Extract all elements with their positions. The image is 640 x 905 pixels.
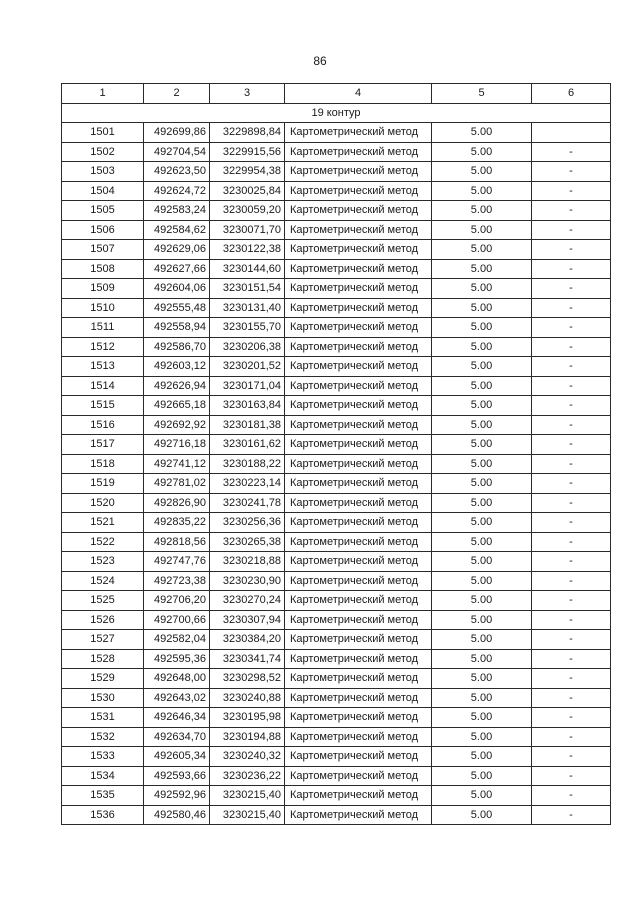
point-number-cell: 1501 [62,123,144,143]
accuracy-cell: 5.00 [432,747,532,767]
accuracy-cell: 5.00 [432,435,532,455]
accuracy-cell: 5.00 [432,220,532,240]
note-cell: - [532,357,611,377]
point-number-cell: 1536 [62,805,144,825]
y-coordinate-cell: 3230230,90 [210,571,285,591]
table-row [62,123,611,143]
accuracy-cell: 5.00 [432,513,532,533]
x-coordinate-cell: 492595,36 [144,649,210,669]
y-coordinate-cell: 3230341,74 [210,649,285,669]
x-coordinate-cell: 492593,66 [144,766,210,786]
table-row [62,337,611,357]
table-row [62,727,611,747]
point-number-cell: 1528 [62,649,144,669]
y-coordinate-cell: 3230161,62 [210,435,285,455]
x-coordinate-cell: 492648,00 [144,669,210,689]
x-coordinate-cell: 492555,48 [144,298,210,318]
point-number-cell: 1535 [62,786,144,806]
note-cell: - [532,435,611,455]
note-cell: - [532,571,611,591]
note-cell [532,123,611,143]
x-coordinate-cell: 492699,86 [144,123,210,143]
group-row [62,103,611,123]
table-row [62,513,611,533]
point-number-cell: 1526 [62,610,144,630]
point-number-cell: 1524 [62,571,144,591]
x-coordinate-cell: 492692,92 [144,415,210,435]
accuracy-cell: 5.00 [432,396,532,416]
note-cell: - [532,415,611,435]
point-number-cell: 1512 [62,337,144,357]
point-number-cell: 1527 [62,630,144,650]
y-coordinate-cell: 3230241,78 [210,493,285,513]
note-cell: - [532,532,611,552]
point-number-cell: 1533 [62,747,144,767]
point-number-cell: 1516 [62,415,144,435]
x-coordinate-cell: 492781,02 [144,474,210,494]
method-cell: Картометрический метод [285,298,432,318]
table-header-row [62,84,611,104]
point-number-cell: 1518 [62,454,144,474]
method-cell: Картометрический метод [285,396,432,416]
note-cell: - [532,610,611,630]
point-number-cell: 1515 [62,396,144,416]
table-row [62,805,611,825]
method-cell: Картометрический метод [285,220,432,240]
table-row [62,571,611,591]
accuracy-cell: 5.00 [432,259,532,279]
method-cell: Картометрический метод [285,142,432,162]
table-row [62,298,611,318]
table-row [62,357,611,377]
method-cell: Картометрический метод [285,474,432,494]
point-number-cell: 1517 [62,435,144,455]
accuracy-cell: 5.00 [432,181,532,201]
point-number-cell: 1519 [62,474,144,494]
note-cell: - [532,786,611,806]
point-number-cell: 1502 [62,142,144,162]
x-coordinate-cell: 492646,34 [144,708,210,728]
method-cell: Картометрический метод [285,415,432,435]
x-coordinate-cell: 492592,96 [144,786,210,806]
table-row [62,396,611,416]
table-row [62,279,611,299]
y-coordinate-cell: 3230256,36 [210,513,285,533]
accuracy-cell: 5.00 [432,298,532,318]
table-row [62,552,611,572]
note-cell: - [532,708,611,728]
point-number-cell: 1534 [62,766,144,786]
method-cell: Картометрический метод [285,337,432,357]
y-coordinate-cell: 3230265,38 [210,532,285,552]
x-coordinate-cell: 492741,12 [144,454,210,474]
note-cell: - [532,591,611,611]
point-number-cell: 1503 [62,162,144,182]
accuracy-cell: 5.00 [432,357,532,377]
note-cell: - [532,688,611,708]
method-cell: Картометрический метод [285,162,432,182]
table-row [62,493,611,513]
x-coordinate-cell: 492835,22 [144,513,210,533]
x-coordinate-cell: 492665,18 [144,396,210,416]
accuracy-cell: 5.00 [432,805,532,825]
accuracy-cell: 5.00 [432,727,532,747]
point-number-cell: 1505 [62,201,144,221]
note-cell: - [532,493,611,513]
table-row [62,220,611,240]
accuracy-cell: 5.00 [432,318,532,338]
x-coordinate-cell: 492629,06 [144,240,210,260]
point-number-cell: 1523 [62,552,144,572]
note-cell: - [532,220,611,240]
note-cell: - [532,279,611,299]
y-coordinate-cell: 3230218,88 [210,552,285,572]
table-row [62,766,611,786]
note-cell: - [532,298,611,318]
y-coordinate-cell: 3230071,70 [210,220,285,240]
method-cell: Картометрический метод [285,630,432,650]
point-number-cell: 1513 [62,357,144,377]
x-coordinate-cell: 492584,62 [144,220,210,240]
accuracy-cell: 5.00 [432,337,532,357]
table-row [62,786,611,806]
y-coordinate-cell: 3230223,14 [210,474,285,494]
point-number-cell: 1506 [62,220,144,240]
y-coordinate-cell: 3230307,94 [210,610,285,630]
method-cell: Картометрический метод [285,747,432,767]
table-row [62,435,611,455]
method-cell: Картометрический метод [285,708,432,728]
table-row [62,454,611,474]
y-coordinate-cell: 3230215,40 [210,805,285,825]
point-number-cell: 1504 [62,181,144,201]
table-row [62,201,611,221]
accuracy-cell: 5.00 [432,766,532,786]
column-header: 1 [62,84,144,104]
accuracy-cell: 5.00 [432,630,532,650]
method-cell: Картометрический метод [285,123,432,143]
method-cell: Картометрический метод [285,279,432,299]
y-coordinate-cell: 3230194,88 [210,727,285,747]
accuracy-cell: 5.00 [432,708,532,728]
note-cell: - [532,727,611,747]
group-label: 19 контур [62,103,611,123]
column-header: 5 [432,84,532,104]
note-cell: - [532,669,611,689]
y-coordinate-cell: 3230059,20 [210,201,285,221]
point-number-cell: 1510 [62,298,144,318]
table-row [62,591,611,611]
y-coordinate-cell: 3230240,88 [210,688,285,708]
point-number-cell: 1520 [62,493,144,513]
method-cell: Картометрический метод [285,201,432,221]
method-cell: Картометрический метод [285,493,432,513]
table-row [62,474,611,494]
accuracy-cell: 5.00 [432,454,532,474]
point-number-cell: 1508 [62,259,144,279]
table-row [62,532,611,552]
note-cell: - [532,181,611,201]
table-row [62,415,611,435]
table-row [62,162,611,182]
note-cell: - [532,318,611,338]
y-coordinate-cell: 3230122,38 [210,240,285,260]
x-coordinate-cell: 492716,18 [144,435,210,455]
note-cell: - [532,142,611,162]
y-coordinate-cell: 3230240,32 [210,747,285,767]
y-coordinate-cell: 3230195,98 [210,708,285,728]
column-header: 2 [144,84,210,104]
y-coordinate-cell: 3230144,60 [210,259,285,279]
accuracy-cell: 5.00 [432,201,532,221]
note-cell: - [532,766,611,786]
accuracy-cell: 5.00 [432,591,532,611]
accuracy-cell: 5.00 [432,376,532,396]
note-cell: - [532,259,611,279]
method-cell: Картометрический метод [285,669,432,689]
x-coordinate-cell: 492603,12 [144,357,210,377]
x-coordinate-cell: 492634,70 [144,727,210,747]
y-coordinate-cell: 3230171,04 [210,376,285,396]
note-cell: - [532,337,611,357]
point-number-cell: 1521 [62,513,144,533]
method-cell: Картометрический метод [285,766,432,786]
accuracy-cell: 5.00 [432,552,532,572]
x-coordinate-cell: 492605,34 [144,747,210,767]
y-coordinate-cell: 3230298,52 [210,669,285,689]
accuracy-cell: 5.00 [432,786,532,806]
note-cell: - [532,454,611,474]
x-coordinate-cell: 492706,20 [144,591,210,611]
point-number-cell: 1509 [62,279,144,299]
column-header: 3 [210,84,285,104]
coordinates-table [61,83,611,825]
note-cell: - [532,552,611,572]
y-coordinate-cell: 3230188,22 [210,454,285,474]
point-number-cell: 1531 [62,708,144,728]
accuracy-cell: 5.00 [432,669,532,689]
accuracy-cell: 5.00 [432,142,532,162]
note-cell: - [532,162,611,182]
method-cell: Картометрический метод [285,376,432,396]
x-coordinate-cell: 492624,72 [144,181,210,201]
y-coordinate-cell: 3230215,40 [210,786,285,806]
note-cell: - [532,630,611,650]
method-cell: Картометрический метод [285,805,432,825]
method-cell: Картометрический метод [285,552,432,572]
table-row [62,259,611,279]
x-coordinate-cell: 492558,94 [144,318,210,338]
table-row [62,240,611,260]
method-cell: Картометрический метод [285,786,432,806]
y-coordinate-cell: 3230025,84 [210,181,285,201]
y-coordinate-cell: 3230181,38 [210,415,285,435]
note-cell: - [532,474,611,494]
method-cell: Картометрический метод [285,318,432,338]
table-row [62,747,611,767]
y-coordinate-cell: 3230384,20 [210,630,285,650]
table-row [62,688,611,708]
point-number-cell: 1532 [62,727,144,747]
x-coordinate-cell: 492623,50 [144,162,210,182]
method-cell: Картометрический метод [285,240,432,260]
accuracy-cell: 5.00 [432,162,532,182]
table-row [62,376,611,396]
method-cell: Картометрический метод [285,181,432,201]
method-cell: Картометрический метод [285,454,432,474]
y-coordinate-cell: 3230163,84 [210,396,285,416]
y-coordinate-cell: 3229898,84 [210,123,285,143]
method-cell: Картометрический метод [285,591,432,611]
table-row [62,181,611,201]
method-cell: Картометрический метод [285,259,432,279]
x-coordinate-cell: 492626,94 [144,376,210,396]
note-cell: - [532,376,611,396]
x-coordinate-cell: 492643,02 [144,688,210,708]
y-coordinate-cell: 3230151,54 [210,279,285,299]
note-cell: - [532,513,611,533]
method-cell: Картометрический метод [285,688,432,708]
accuracy-cell: 5.00 [432,493,532,513]
y-coordinate-cell: 3230201,52 [210,357,285,377]
method-cell: Картометрический метод [285,610,432,630]
point-number-cell: 1522 [62,532,144,552]
x-coordinate-cell: 492818,56 [144,532,210,552]
accuracy-cell: 5.00 [432,123,532,143]
y-coordinate-cell: 3230155,70 [210,318,285,338]
method-cell: Картометрический метод [285,435,432,455]
y-coordinate-cell: 3229954,38 [210,162,285,182]
y-coordinate-cell: 3230236,22 [210,766,285,786]
table-row [62,649,611,669]
point-number-cell: 1530 [62,688,144,708]
x-coordinate-cell: 492583,24 [144,201,210,221]
table-row [62,610,611,630]
x-coordinate-cell: 492582,04 [144,630,210,650]
x-coordinate-cell: 492604,06 [144,279,210,299]
y-coordinate-cell: 3229915,56 [210,142,285,162]
accuracy-cell: 5.00 [432,649,532,669]
table-row [62,142,611,162]
column-header: 6 [532,84,611,104]
x-coordinate-cell: 492627,66 [144,259,210,279]
y-coordinate-cell: 3230206,38 [210,337,285,357]
note-cell: - [532,805,611,825]
accuracy-cell: 5.00 [432,474,532,494]
point-number-cell: 1514 [62,376,144,396]
x-coordinate-cell: 492704,54 [144,142,210,162]
note-cell: - [532,396,611,416]
note-cell: - [532,747,611,767]
table-row [62,708,611,728]
accuracy-cell: 5.00 [432,688,532,708]
point-number-cell: 1511 [62,318,144,338]
x-coordinate-cell: 492723,38 [144,571,210,591]
accuracy-cell: 5.00 [432,571,532,591]
note-cell: - [532,649,611,669]
point-number-cell: 1525 [62,591,144,611]
x-coordinate-cell: 492586,70 [144,337,210,357]
page-number: 86 [313,54,327,68]
y-coordinate-cell: 3230270,24 [210,591,285,611]
method-cell: Картометрический метод [285,513,432,533]
accuracy-cell: 5.00 [432,240,532,260]
method-cell: Картометрический метод [285,649,432,669]
method-cell: Картометрический метод [285,727,432,747]
table-row [62,318,611,338]
point-number-cell: 1507 [62,240,144,260]
column-header: 4 [285,84,432,104]
note-cell: - [532,201,611,221]
accuracy-cell: 5.00 [432,532,532,552]
note-cell: - [532,240,611,260]
table-row [62,669,611,689]
x-coordinate-cell: 492826,90 [144,493,210,513]
method-cell: Картометрический метод [285,532,432,552]
method-cell: Картометрический метод [285,357,432,377]
x-coordinate-cell: 492747,76 [144,552,210,572]
accuracy-cell: 5.00 [432,610,532,630]
x-coordinate-cell: 492580,46 [144,805,210,825]
x-coordinate-cell: 492700,66 [144,610,210,630]
method-cell: Картометрический метод [285,571,432,591]
accuracy-cell: 5.00 [432,415,532,435]
point-number-cell: 1529 [62,669,144,689]
y-coordinate-cell: 3230131,40 [210,298,285,318]
table-row [62,630,611,650]
accuracy-cell: 5.00 [432,279,532,299]
